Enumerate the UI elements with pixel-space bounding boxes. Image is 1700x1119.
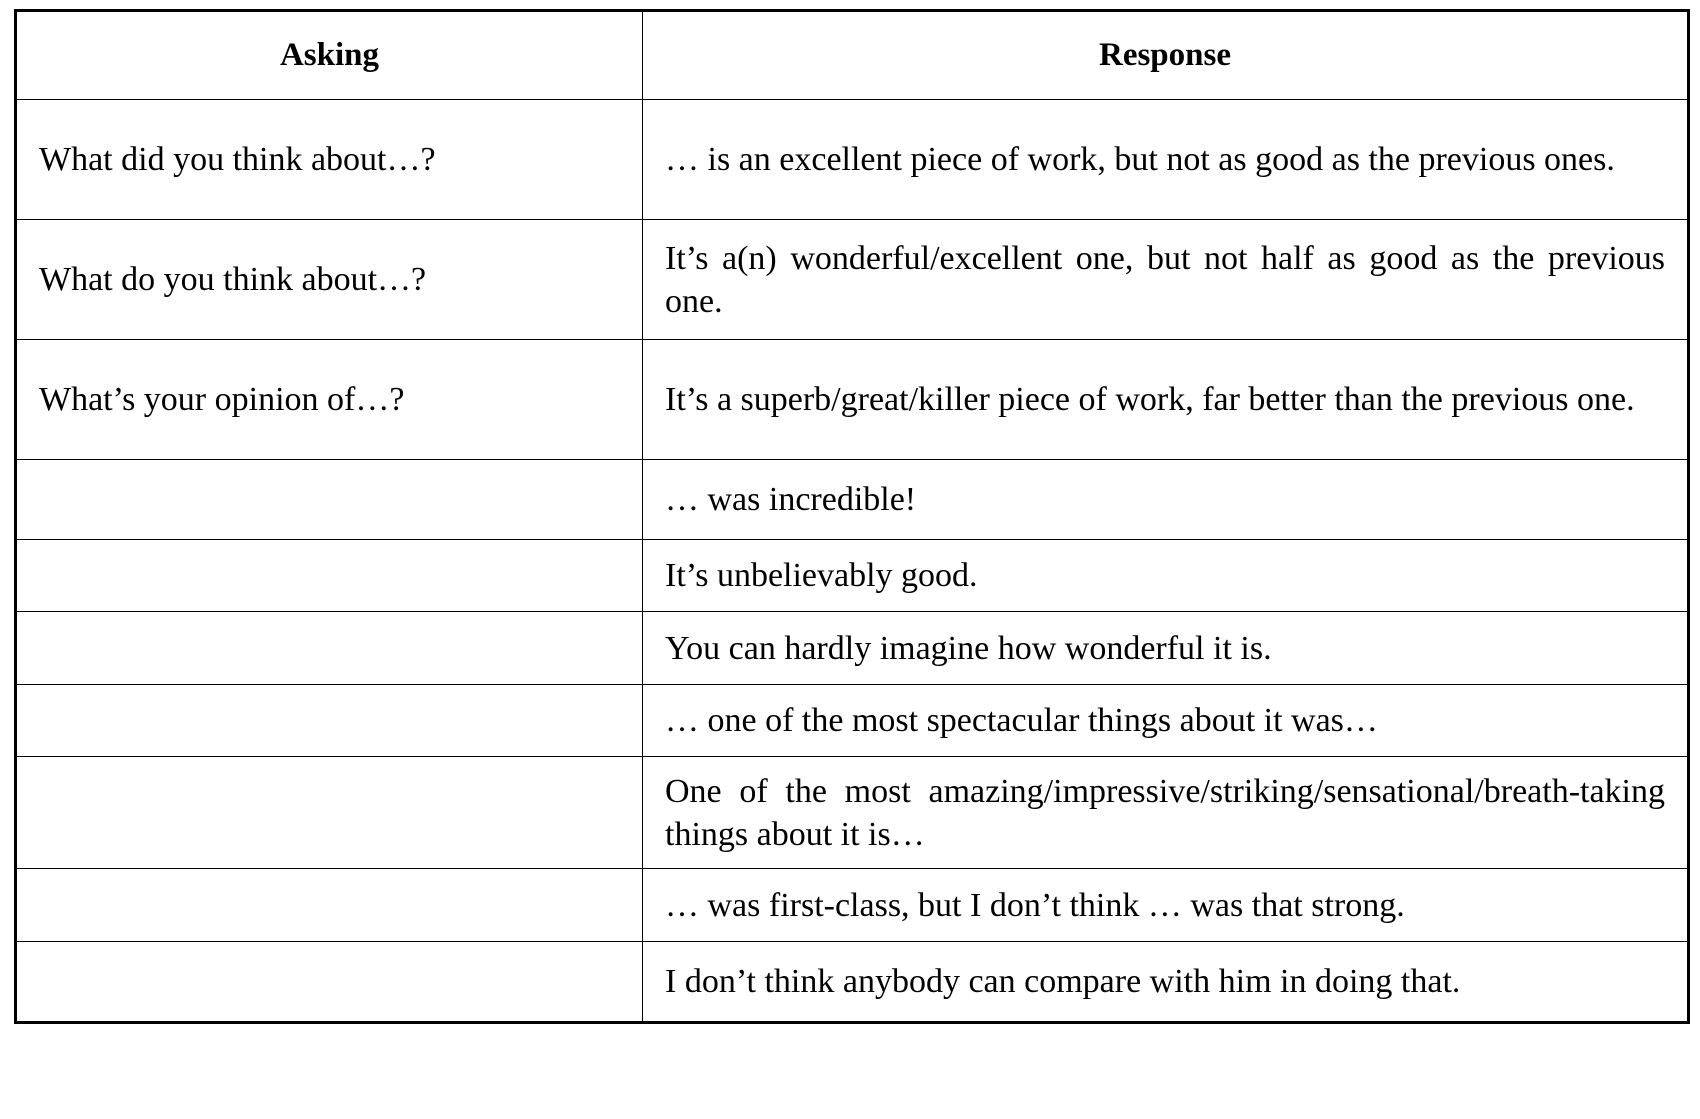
table-row	[16, 540, 1689, 612]
response-cell: You can hardly imagine how wonderful it is.	[643, 612, 1689, 685]
response-cell: … was first-class, but I don’t think … was that strong.	[643, 869, 1689, 942]
response-cell: … is an excellent piece of work, but not as good as the previous ones.	[643, 100, 1689, 220]
table-row	[16, 942, 1689, 1023]
response-cell: … was incredible!	[643, 460, 1689, 540]
header-asking: Asking	[16, 11, 643, 100]
table-row	[16, 685, 1689, 757]
asking-cell	[16, 612, 643, 685]
asking-cell	[16, 685, 643, 757]
asking-cell	[16, 942, 643, 1023]
table-row	[16, 100, 1689, 220]
table-row	[16, 340, 1689, 460]
asking-cell: What’s your opinion of…?	[16, 340, 643, 460]
response-cell: One of the most amazing/impressive/striking/sensational/breath-taking things about it is…	[643, 757, 1689, 869]
header-row	[16, 11, 1689, 100]
table-row	[16, 869, 1689, 942]
table-row	[16, 220, 1689, 340]
header-response: Response	[643, 11, 1689, 100]
table-row	[16, 460, 1689, 540]
phrases-table	[14, 9, 1690, 1024]
response-cell: I don’t think anybody can compare with him in doing that.	[643, 942, 1689, 1023]
response-cell: It’s a superb/great/killer piece of work, far better than the previous one.	[643, 340, 1689, 460]
asking-cell	[16, 540, 643, 612]
table-row	[16, 612, 1689, 685]
asking-cell	[16, 869, 643, 942]
response-cell: It’s unbelievably good.	[643, 540, 1689, 612]
asking-cell	[16, 460, 643, 540]
asking-cell	[16, 757, 643, 869]
phrases-table-container	[14, 9, 1690, 1024]
asking-cell: What do you think about…?	[16, 220, 643, 340]
response-cell: … one of the most spectacular things about it was…	[643, 685, 1689, 757]
response-cell: It’s a(n) wonderful/excellent one, but not half as good as the previous one.	[643, 220, 1689, 340]
asking-cell: What did you think about…?	[16, 100, 643, 220]
table-row	[16, 757, 1689, 869]
